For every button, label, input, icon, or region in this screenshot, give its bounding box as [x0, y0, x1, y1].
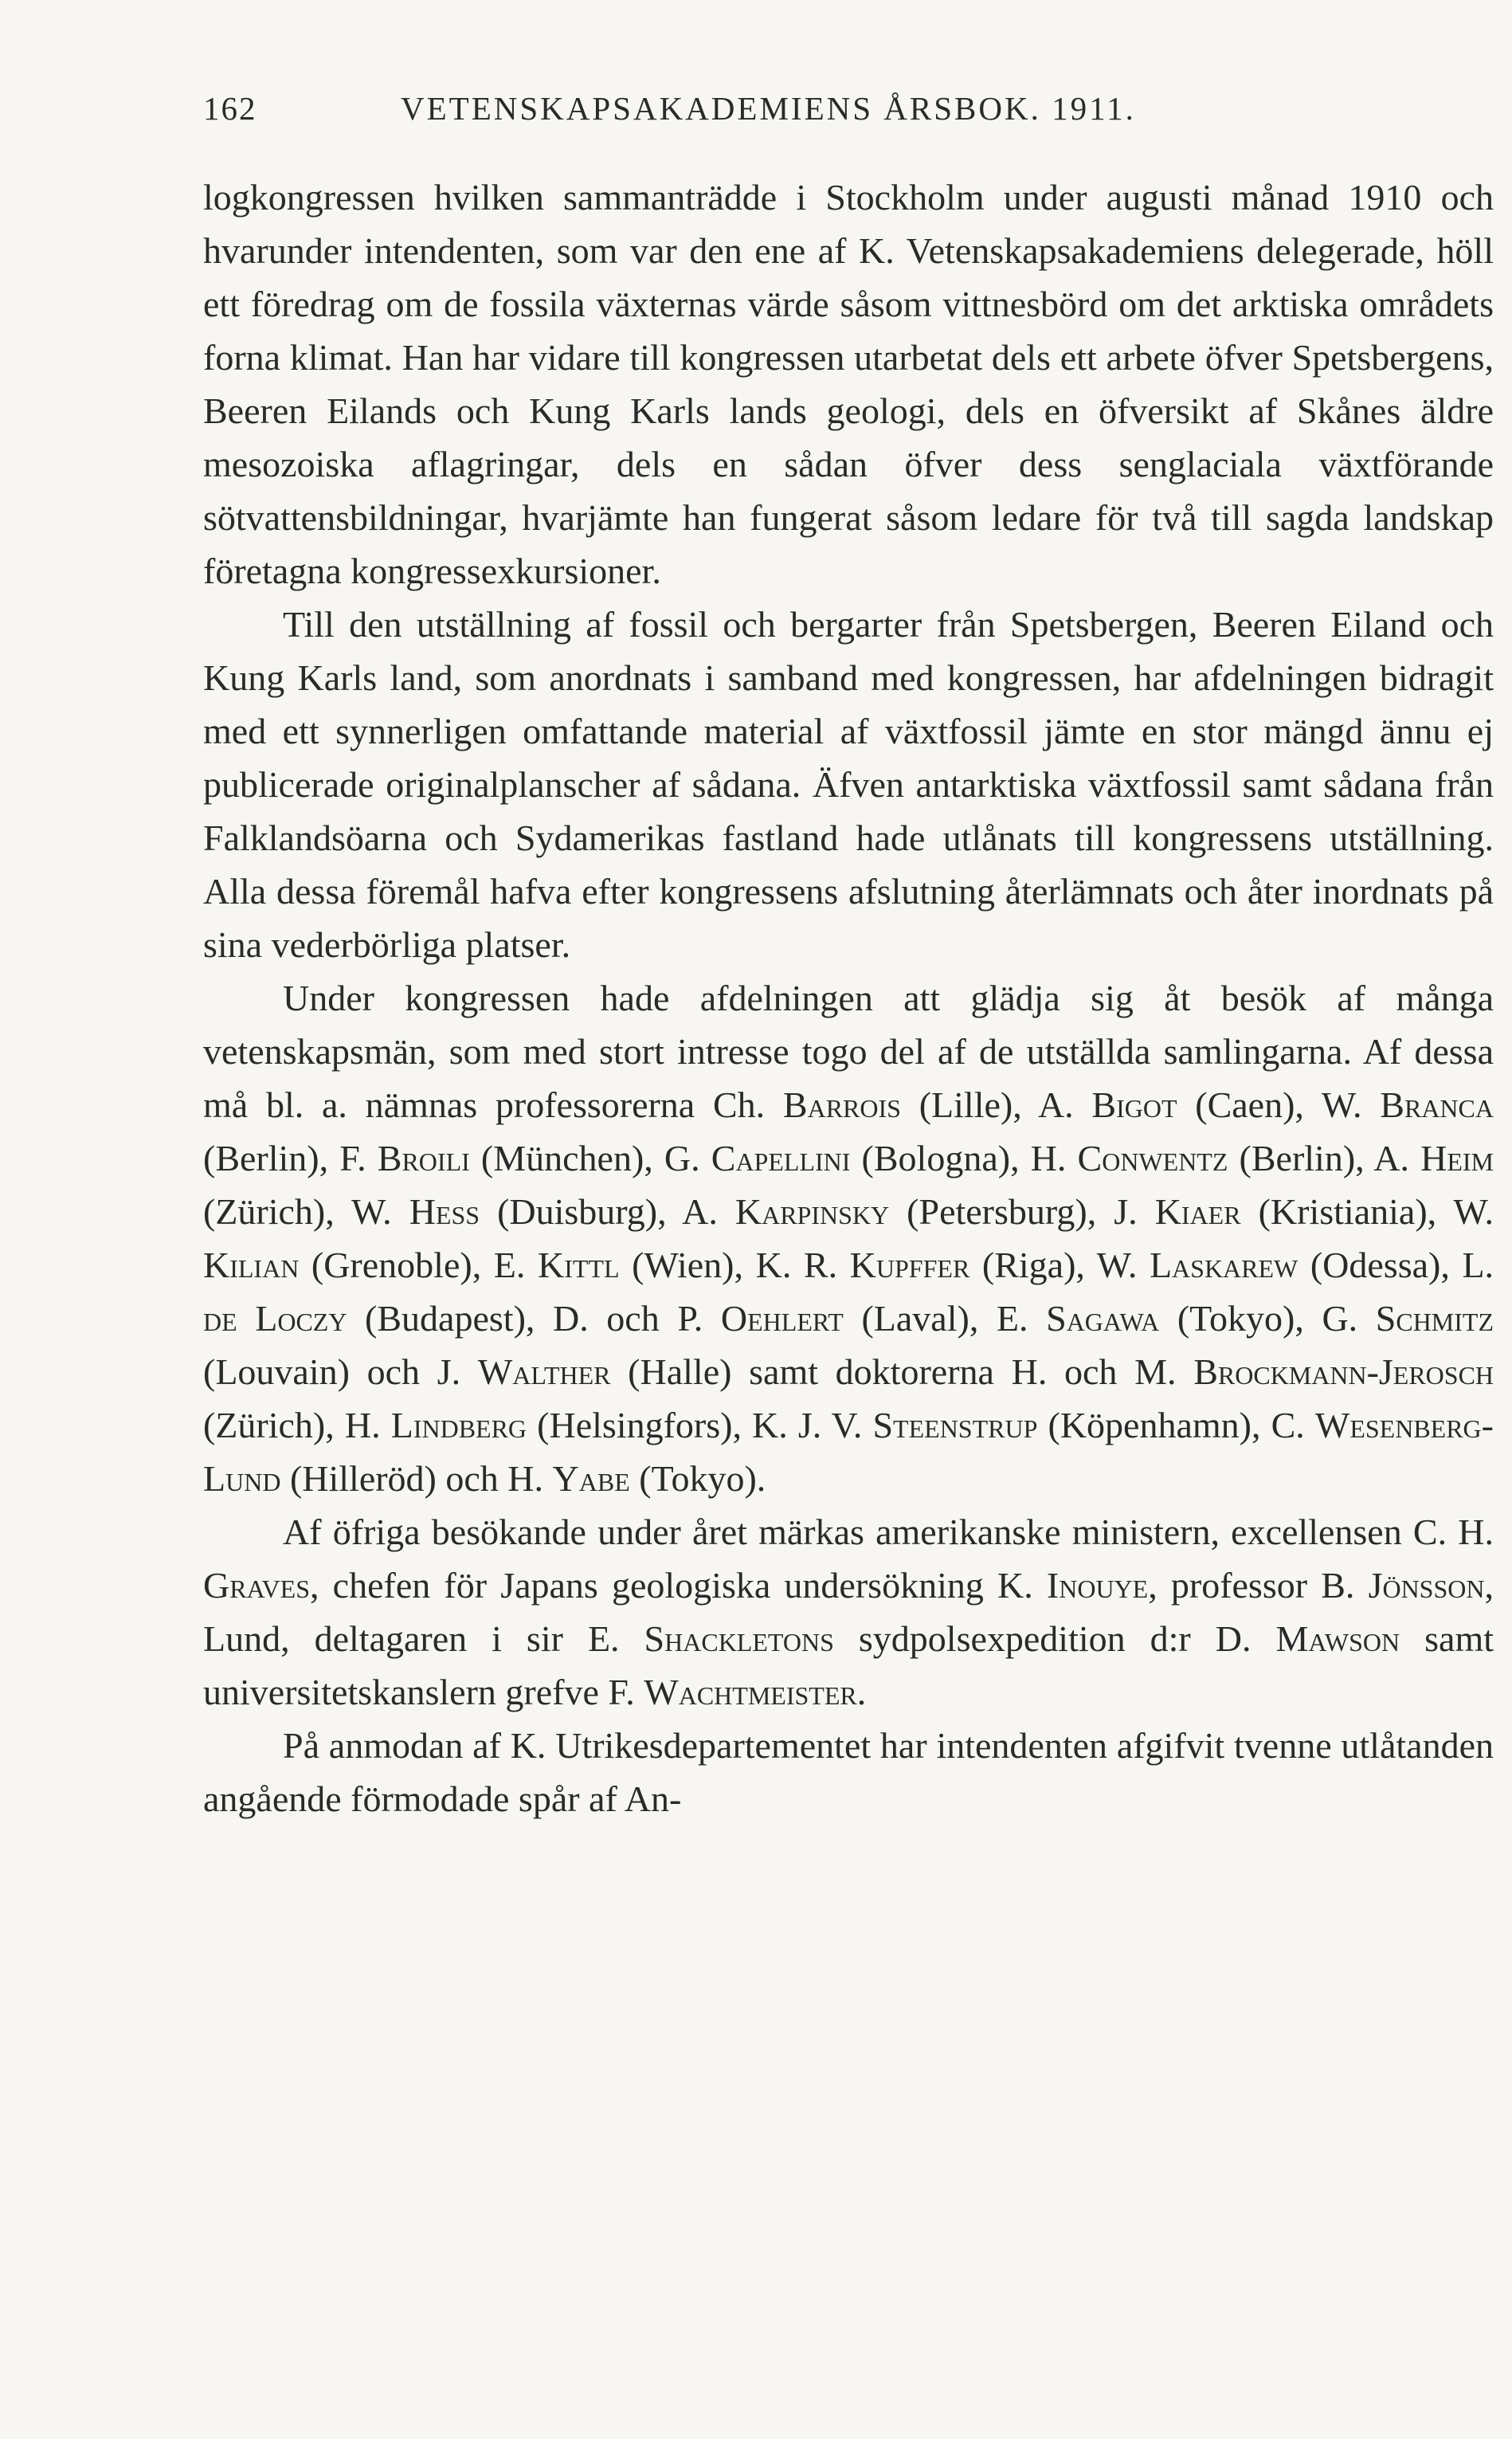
paragraph-5: På anmodan af K. Utrikesdepartementet har intendenten afgifvit tvenne utlåtanden angående förmodade spår af An-: [203, 1725, 1494, 1819]
p3-and: och: [366, 1351, 421, 1392]
visitor-inouye: K. Inouye: [997, 1565, 1149, 1606]
scientist-list: Ch. Barrois (Lille), A. Bigot (Caen), W. Branca (Berlin), F. Broili (München), G. Capellini (Bologna), H. Conwentz (Berlin), A. Heim (Zürich), W. Hess (Duisburg), A. Karpinsky (Petersburg), J. Kiaer (Kristiania), W. Kilian (Grenoble), E. Kittl (Wien), K. R. Kupffer (Riga), W. Laskarew (Odessa), L. de Loczy (Budapest), D. och P. Oehlert (Laval), E. Sagawa (Tokyo), G. Schmitz (Louvain): [203, 1084, 1494, 1392]
person-entry: H. Lindberg (Helsingfors): [344, 1405, 733, 1445]
doctor-list: H. och M. Brockmann-Jerosch (Zürich), H. Lindberg (Helsingfors), K. J. V. Steenstrup (Köpenhamn), C. Wesenberg-Lund (Hilleröd) och H. Yabe (Tokyo).: [203, 1351, 1494, 1499]
person-entry: A. Bigot (Caen): [1037, 1084, 1295, 1125]
person-entry: F. Broili (München): [339, 1138, 644, 1178]
p4-intro: Af öfriga besökande under året märkas amerikanske ministern, excellensen: [283, 1512, 1402, 1552]
person-entry: E. Kittl (Wien): [493, 1245, 734, 1285]
visitor-jonsson: B. Jönsson, Lund: [203, 1565, 1494, 1659]
visitor-graves: C. H. Graves: [203, 1512, 1494, 1606]
p4-graves-role: chefen för Japans geologiska undersökning: [332, 1565, 984, 1606]
person-entry: J. Kiaer (Kristiania): [1114, 1191, 1428, 1232]
person-entry: H. Yabe (Tokyo): [507, 1458, 757, 1499]
person-entry: K. R. Kupffer (Riga): [755, 1245, 1076, 1285]
person-entry: H. och M. Brockmann-Jerosch (Zürich): [203, 1351, 1494, 1445]
paragraph-2: Till den utställning af fossil och bergarter från Spetsbergen, Beeren Eiland och Kung Karls land, som anordnats i samband med kongressen, har afdelningen bidragit med ett synnerligen omfattande material af växtfossil jämte en stor mängd ännu ej publicerade originalplanscher af sådana. Äfven antarktiska växtfossil samt sådana från Falklandsöarna och Sydamerikas fastland hade utlånats till kongressens utställning. Alla dessa föremål hafva efter kongressens afslutning återlämnats och åter inordnats på sina vederbörliga platser.: [203, 604, 1494, 965]
person-entry: D. och P. Oehlert (Laval): [553, 1298, 969, 1339]
p3-intro: Under kongressen hade afdelningen att glädja sig åt besök af många vetenskapsmän, som med stort intresse togo del af de utställda samlingarna. Af dessa må bl. a. nämnas professorerna: [203, 978, 1494, 1125]
visitor-shackleton: E. Shackletons: [587, 1618, 834, 1659]
person-entry: W. Laskarew (Odessa): [1096, 1245, 1441, 1285]
person-entry: E. Sagawa (Tokyo): [996, 1298, 1295, 1339]
p4-kansler: samt universitetskanslern grefve: [203, 1618, 1494, 1712]
page-number: 162: [203, 90, 257, 127]
person-entry: Ch. Barrois (Lille): [712, 1084, 1013, 1125]
p4-professor: professor: [1170, 1565, 1308, 1606]
p4-exp: sydpolsexpedition d:r: [858, 1618, 1191, 1659]
person-entry: C. Wesenberg-Lund (Hilleröd): [203, 1405, 1494, 1499]
person-entry: J. Walther (Halle): [437, 1351, 732, 1392]
paragraph-4: Af öfriga besökande under året märkas amerikanske ministern, excellensen C. H. Graves, chefen för Japans geologiska undersökning K. Inouye, professor B. Jönsson, Lund, deltagaren i sir E. Shackletons sydpolsexpedition d:r D. Mawson samt universitetskanslern grefve F. Wachtmeister.: [203, 1512, 1494, 1712]
body-text: [203, 171, 1494, 1825]
visitor-wachtmeister: F. Wachtmeister: [608, 1672, 857, 1712]
person-entry: W. Kilian (Grenoble): [203, 1191, 1494, 1285]
person-entry: G. Schmitz (Louvain): [203, 1298, 1494, 1392]
person-entry: K. J. V. Steenstrup (Köpenhamn): [752, 1405, 1252, 1445]
person-entry: W. Hess (Duisburg): [351, 1191, 658, 1232]
person-entry: G. Capellini (Bologna): [664, 1138, 1011, 1178]
page-header: [203, 89, 1494, 137]
p3-doctors: samt doktorerna: [749, 1351, 994, 1392]
visitor-mawson: D. Mawson: [1215, 1618, 1400, 1659]
paragraph-3: [203, 971, 1494, 1505]
paragraph-1: logkongressen hvilken sammanträdde i Stockholm under augusti månad 1910 och hvarunder intendenten, som var den ene af K. Vetenskapsakademiens delegerade, höll ett föredrag om de fossila växternas värde såsom vittnesbörd om det arktiska områdets forna klimat. Han har vidare till kongressen utarbetat dels ett arbete öfver Spetsbergens, Beeren Eilands och Kung Karls lands geologi, dels en öfversikt af Skånes äldre mesozoiska aflagringar, dels en sådan öfver dess senglaciala växtförande sötvattensbildningar, hvarjämte han fungerat såsom ledare för två till sagda landskap företagna kongressexkursioner.: [203, 177, 1494, 591]
person-entry: L. de Loczy (Budapest): [203, 1245, 1494, 1339]
walther-entry: [437, 1351, 732, 1392]
person-entry: A. Karpinsky (Petersburg): [682, 1191, 1087, 1232]
running-title: VETENSKAPSAKADEMIENS ÅRSBOK. 1911.: [401, 90, 1136, 127]
person-entry: W. Branca (Berlin): [203, 1084, 1494, 1178]
p4-deltagaren: deltagaren i sir: [314, 1618, 563, 1659]
person-entry: H. Conwentz (Berlin): [1030, 1138, 1356, 1178]
person-entry: A. Heim (Zürich): [203, 1138, 1494, 1232]
